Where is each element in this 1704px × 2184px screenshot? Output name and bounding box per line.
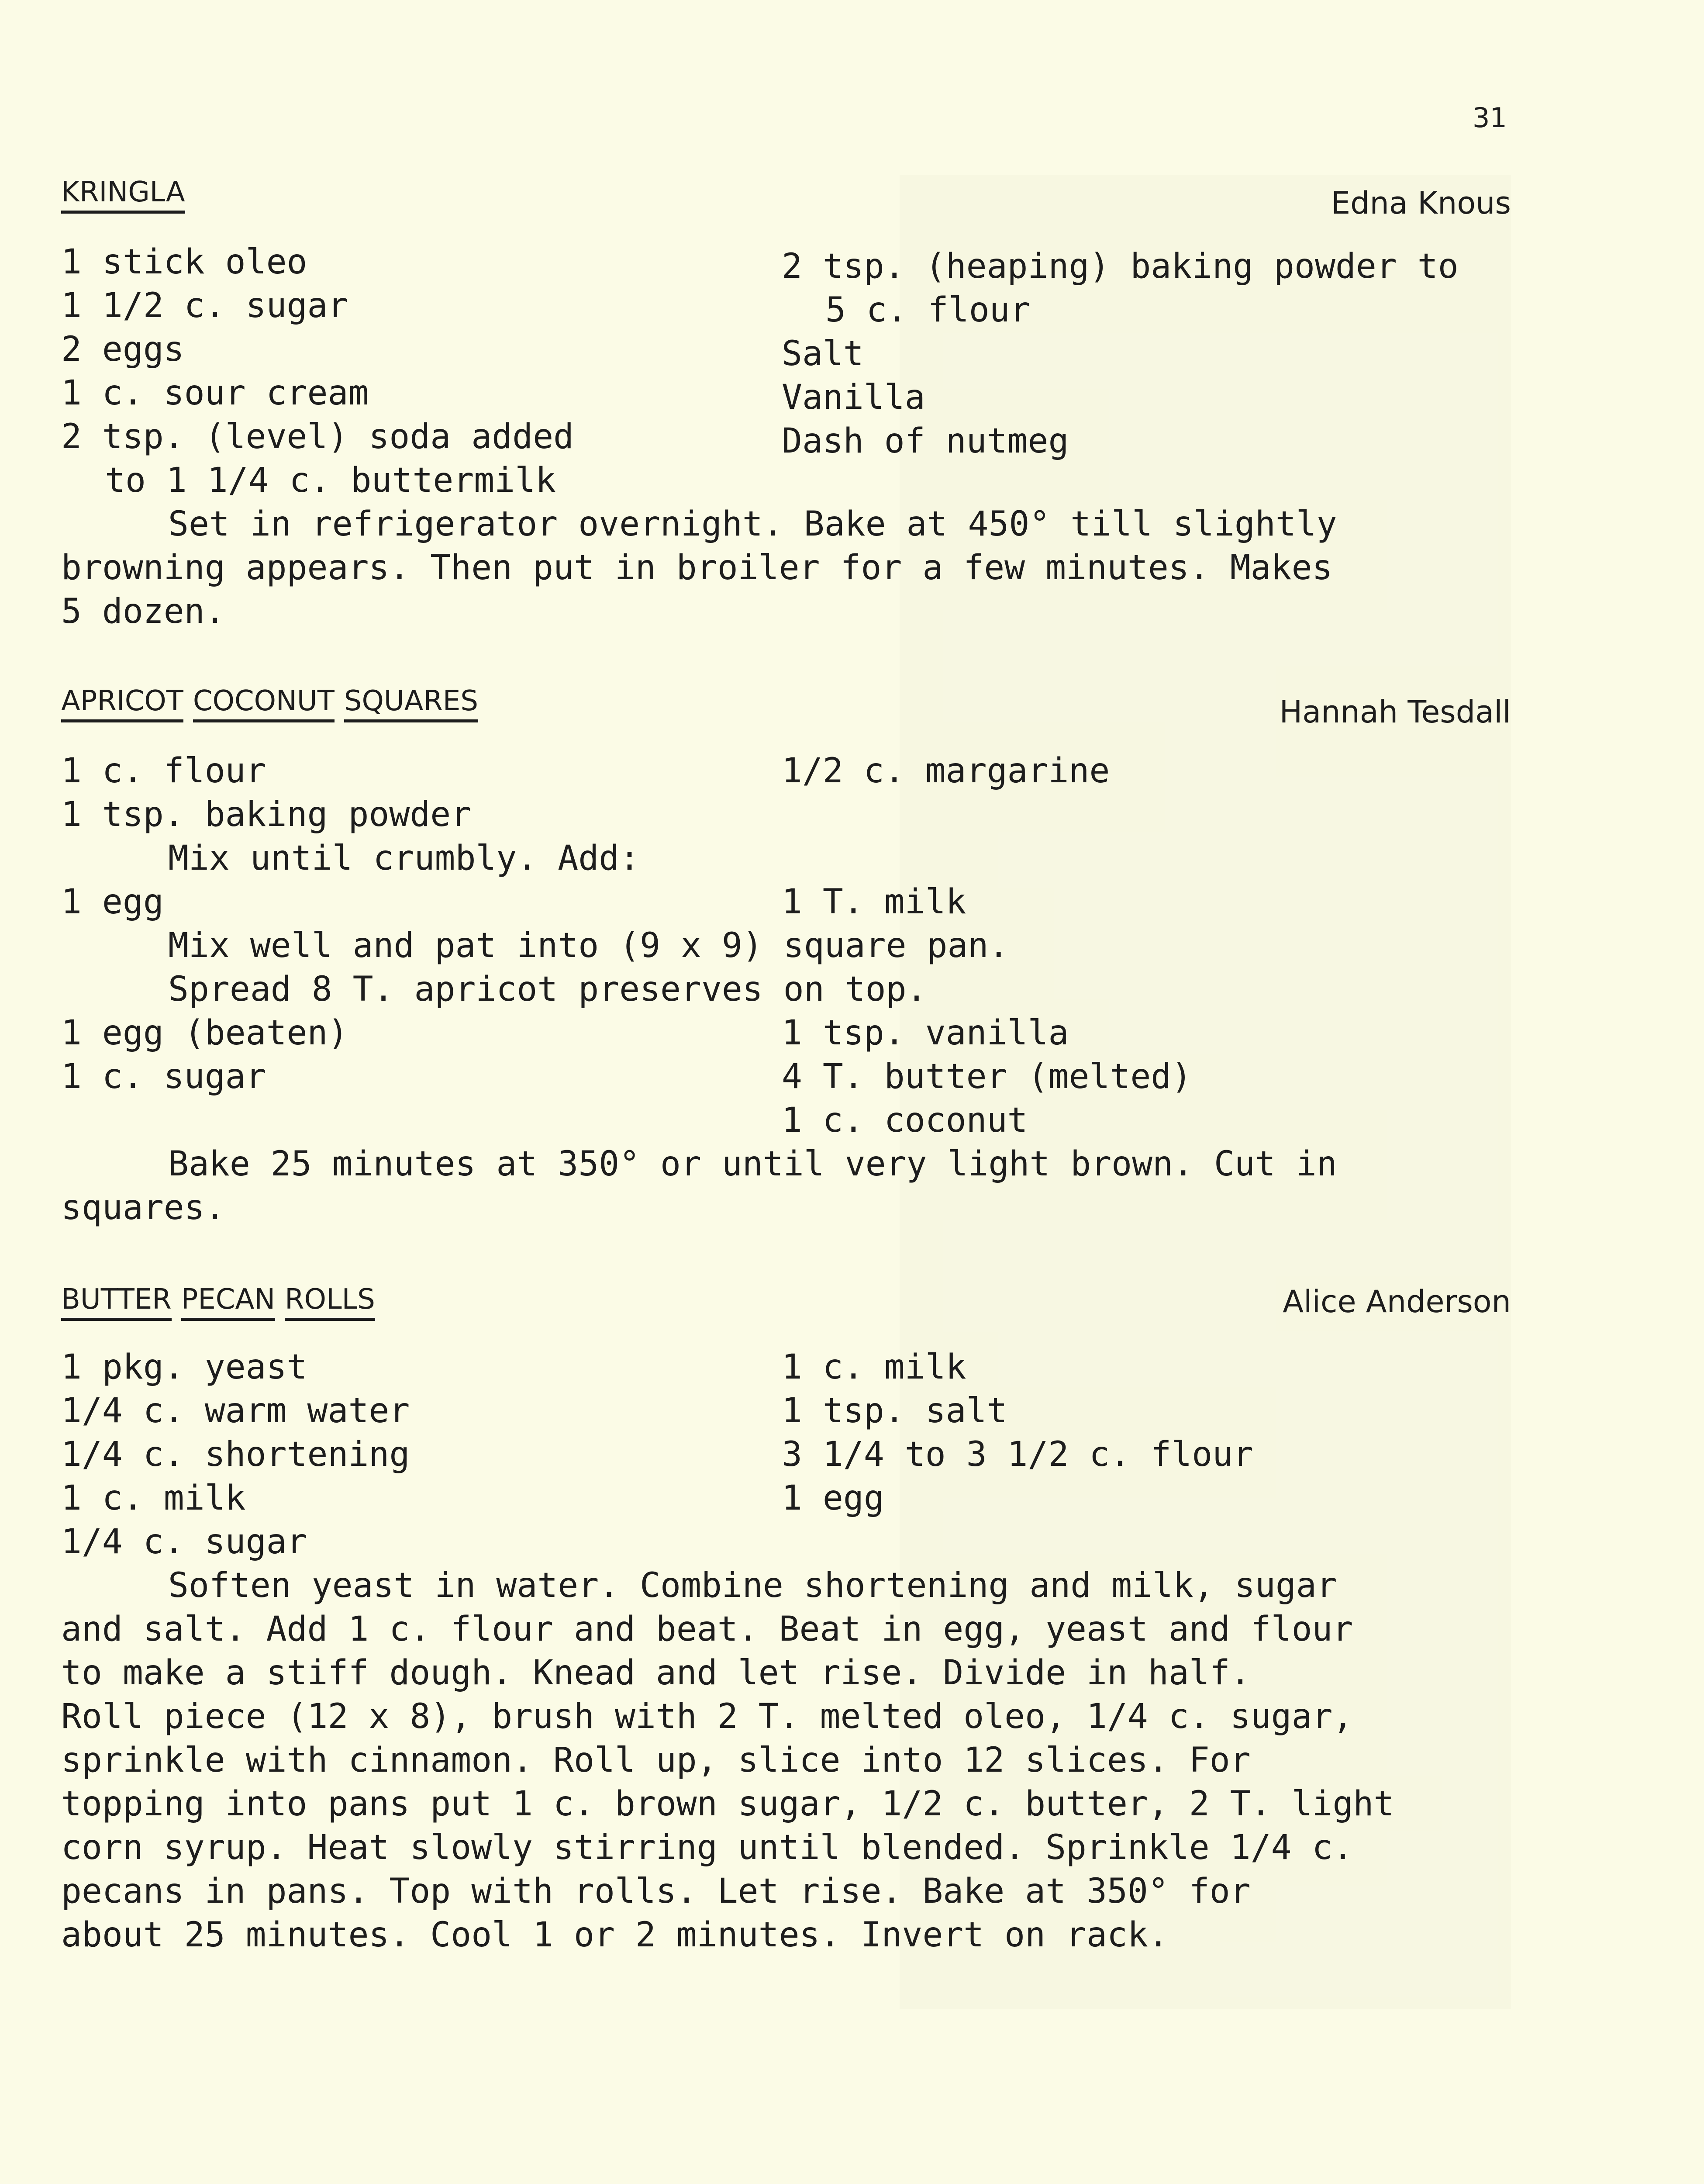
- recipe-directions: [61, 502, 1511, 633]
- ingredient: 2 tsp. (level) soda added: [61, 417, 574, 456]
- title-word: APRICOT: [61, 684, 183, 722]
- ingredient: Dash of nutmeg: [782, 422, 1069, 461]
- directions-line: Set in refrigerator overnight. Bake at 450° till slightly: [168, 505, 1337, 544]
- ingredient: 1 c. flour: [61, 751, 266, 791]
- ingredient: 1/4 c. warm water: [61, 1391, 410, 1431]
- ingredients: [61, 240, 1511, 502]
- ingredients-right: [782, 245, 1459, 463]
- ingredient: 1 c. sour cream: [61, 373, 369, 413]
- recipe-body: [61, 749, 1511, 1230]
- ingredients: [61, 749, 1511, 836]
- ingredient: 1 T. milk: [782, 882, 966, 922]
- recipe-author: Hannah Tesdall: [1279, 694, 1511, 730]
- directions-line: and salt. Add 1 c. flour and beat. Beat in egg, yeast and flour: [61, 1610, 1353, 1649]
- recipe-title: [61, 175, 195, 214]
- ingredient: 4 T. butter (melted): [782, 1057, 1192, 1096]
- ingredient: 1 tsp. baking powder: [61, 795, 472, 834]
- directions-line: Spread 8 T. apricot preserves on top.: [168, 970, 927, 1009]
- ingredient: 1/4 c. shortening: [61, 1435, 410, 1474]
- ingredients-left: [61, 749, 471, 836]
- ingredients-right: [782, 749, 1110, 793]
- ingredients-right: [782, 1011, 1192, 1142]
- directions-line: browning appears. Then put in broiler for a few minutes. Makes: [61, 548, 1333, 587]
- ingredient: Salt: [782, 334, 864, 373]
- ingredient: 1 1/2 c. sugar: [61, 286, 348, 325]
- title-word: BUTTER: [61, 1282, 172, 1321]
- ingredient: 1 pkg. yeast: [61, 1348, 307, 1387]
- ingredient: 1 c. sugar: [61, 1057, 266, 1096]
- ingredient: to 1 1/4 c. buttermilk: [105, 461, 556, 500]
- ingredient: 1 c. milk: [782, 1348, 966, 1387]
- directions-line: squares.: [61, 1188, 225, 1227]
- ingredient: 3 1/4 to 3 1/2 c. flour: [782, 1435, 1254, 1474]
- ingredients-left: [61, 240, 574, 502]
- directions-line: Roll piece (12 x 8), brush with 2 T. melted oleo, 1/4 c. sugar,: [61, 1697, 1353, 1736]
- ingredient: Vanilla: [782, 378, 925, 417]
- ingredients-left: [61, 1345, 410, 1564]
- ingredient: 1/2 c. margarine: [782, 751, 1110, 791]
- ingredients: [61, 880, 1511, 924]
- directions-line: sprinkle with cinnamon. Roll up, slice into 12 slices. For: [61, 1741, 1251, 1780]
- recipe-kringla: [61, 175, 1511, 631]
- ingredients-left: [61, 880, 164, 924]
- ingredient: 1 tsp. salt: [782, 1391, 1007, 1431]
- recipe-butter-pecan-rolls: [61, 1282, 1511, 1955]
- ingredient: 1 egg: [61, 882, 164, 922]
- recipe-title: [61, 1282, 385, 1321]
- directions-line: pecans in pans. Top with rolls. Let rise. Bake at 350° for: [61, 1872, 1251, 1911]
- ingredient: 1 c. coconut: [782, 1101, 1028, 1140]
- directions-line: topping into pans put 1 c. brown sugar, 1/2 c. butter, 2 T. light: [61, 1784, 1394, 1824]
- directions-line: about 25 minutes. Cool 1 or 2 minutes. Invert on rack.: [61, 1915, 1169, 1955]
- directions-line: Mix well and pat into (9 x 9) square pan.: [168, 926, 1009, 965]
- directions-line: to make a stiff dough. Knead and let rise. Divide in half.: [61, 1653, 1251, 1693]
- title-word: SQUARES: [344, 684, 478, 722]
- directions-line: corn syrup. Heat slowly stirring until blended. Sprinkle 1/4 c.: [61, 1828, 1353, 1867]
- title-word: ROLLS: [285, 1282, 375, 1321]
- recipe-apricot-coconut-squares: [61, 684, 1511, 1227]
- ingredients-right: [782, 880, 966, 924]
- ingredient: 2 tsp. (heaping) baking powder to: [782, 247, 1459, 286]
- ingredient: 5 c. flour: [825, 290, 1031, 330]
- ingredients: [61, 1345, 1511, 1564]
- directions-line: 5 dozen.: [61, 592, 225, 631]
- recipe-author: Edna Knous: [1331, 185, 1511, 221]
- recipe-header: [61, 175, 1511, 223]
- ingredient: 1/4 c. sugar: [61, 1522, 307, 1562]
- recipe-body: [61, 1345, 1511, 1957]
- ingredients-left: [61, 1011, 348, 1099]
- title-word: KRINGLA: [61, 175, 185, 214]
- directions-line: Mix until crumbly. Add:: [168, 839, 640, 878]
- recipe-header: [61, 1282, 1511, 1330]
- directions-line: Soften yeast in water. Combine shortening and milk, sugar: [168, 1566, 1337, 1605]
- recipe-header: [61, 684, 1511, 732]
- ingredient: 2 eggs: [61, 330, 184, 369]
- ingredient: 1 c. milk: [61, 1479, 246, 1518]
- page-number: 31: [1473, 102, 1507, 134]
- ingredient: 1 stick oleo: [61, 242, 307, 282]
- ingredient: 1 tsp. vanilla: [782, 1013, 1069, 1053]
- title-word: COCONUT: [193, 684, 335, 722]
- directions-line: Bake 25 minutes at 350° or until very light brown. Cut in: [168, 1144, 1337, 1184]
- recipe-author: Alice Anderson: [1283, 1284, 1511, 1320]
- ingredient: 1 egg: [782, 1479, 884, 1518]
- ingredient: 1 egg (beaten): [61, 1013, 348, 1053]
- title-word: PECAN: [181, 1282, 275, 1321]
- recipe-title: [61, 684, 488, 722]
- ingredients-right: [782, 1345, 1253, 1520]
- ingredients: [61, 1011, 1511, 1142]
